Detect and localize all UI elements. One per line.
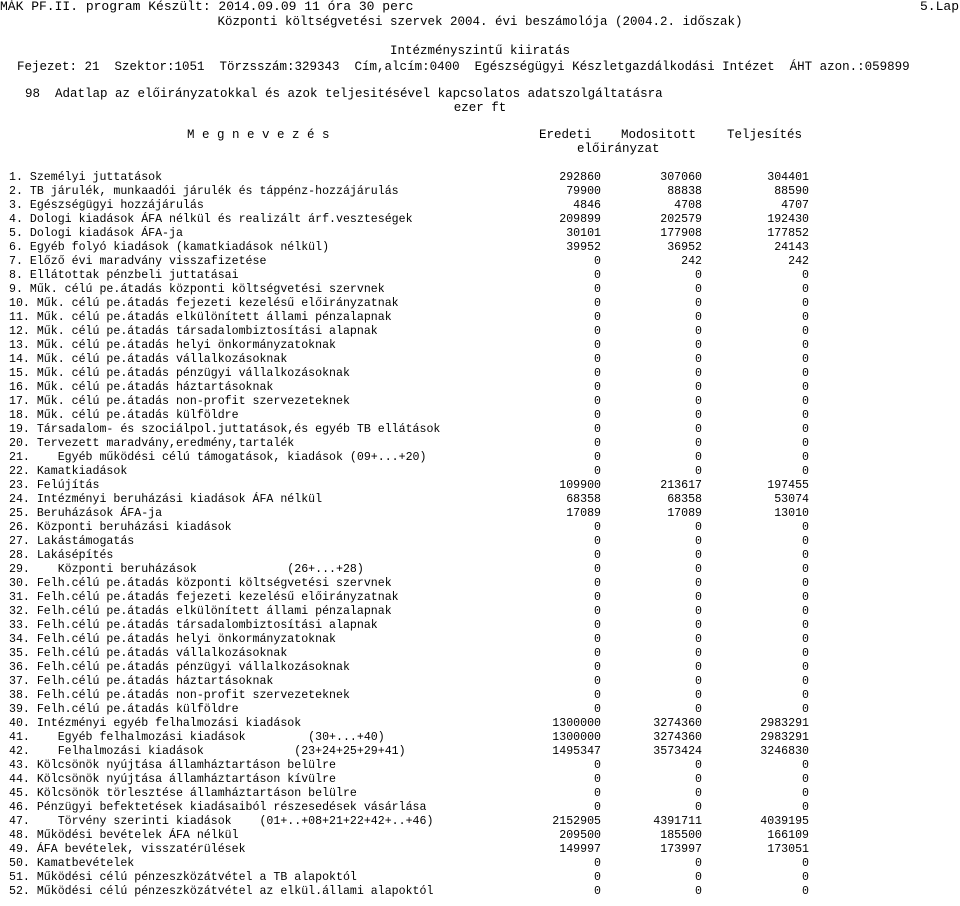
performance-value: 0 bbox=[802, 465, 809, 478]
modified-value: 0 bbox=[695, 689, 702, 702]
modified-value: 177908 bbox=[660, 227, 702, 240]
row-label: 28. Lakásépítés bbox=[9, 549, 114, 562]
original-value: 17089 bbox=[566, 507, 601, 520]
table-row bbox=[9, 479, 809, 493]
performance-value: 0 bbox=[802, 801, 809, 814]
table-row bbox=[9, 661, 809, 675]
row-label: 13. Műk. célú pe.átadás helyi önkormányzatoknak bbox=[9, 339, 336, 352]
original-value: 2152905 bbox=[552, 815, 601, 828]
performance-value: 2983291 bbox=[760, 717, 809, 730]
original-value: 1300000 bbox=[552, 731, 601, 744]
row-label: 30. Felh.célú pe.átadás központi költségvetési szervnek bbox=[9, 577, 392, 590]
modified-value: 0 bbox=[695, 661, 702, 674]
modified-value: 202579 bbox=[660, 213, 702, 226]
table-row bbox=[9, 269, 809, 283]
row-label: 35. Felh.célú pe.átadás vállalkozásoknak bbox=[9, 647, 288, 660]
original-value: 0 bbox=[594, 451, 601, 464]
modified-value: 242 bbox=[681, 255, 702, 268]
table-row bbox=[9, 647, 809, 661]
original-value: 0 bbox=[594, 535, 601, 548]
table-row bbox=[9, 535, 809, 549]
modified-value: 3573424 bbox=[653, 745, 702, 758]
row-label: 31. Felh.célú pe.átadás fejezeti kezelésű előirányzatnak bbox=[9, 591, 399, 604]
row-label: 43. Kölcsönök nyújtása államháztartáson belülre bbox=[9, 759, 336, 772]
row-label: 36. Felh.célú pe.átadás pénzügyi vállalkozásoknak bbox=[9, 661, 350, 674]
performance-value: 0 bbox=[802, 675, 809, 688]
original-value: 0 bbox=[594, 801, 601, 814]
column-header-performance: Teljesítés bbox=[727, 128, 803, 142]
table-row bbox=[9, 213, 809, 227]
row-label: 48. Működési bevételek ÁFA nélkül bbox=[9, 829, 239, 842]
row-label: 16. Műk. célú pe.átadás háztartásoknak bbox=[9, 381, 274, 394]
performance-value: 0 bbox=[802, 633, 809, 646]
performance-value: 0 bbox=[802, 339, 809, 352]
performance-value: 166109 bbox=[767, 829, 809, 842]
row-label: 46. Pénzügyi befektetések kiadásaiból részesedések vásárlása bbox=[9, 801, 427, 814]
modified-value: 0 bbox=[695, 605, 702, 618]
table-row bbox=[9, 843, 809, 857]
performance-value: 0 bbox=[802, 269, 809, 282]
original-value: 0 bbox=[594, 311, 601, 324]
table-row bbox=[9, 633, 809, 647]
modified-value: 0 bbox=[695, 437, 702, 450]
modified-value: 36952 bbox=[667, 241, 702, 254]
original-value: 0 bbox=[594, 367, 601, 380]
table-row bbox=[9, 591, 809, 605]
row-label: 23. Felújítás bbox=[9, 479, 100, 492]
row-label: 6. Egyéb folyó kiadások (kamatkiadások nélkül) bbox=[9, 241, 330, 254]
original-value: 0 bbox=[594, 773, 601, 786]
modified-value: 0 bbox=[695, 619, 702, 632]
table-row bbox=[9, 857, 809, 871]
modified-value: 3274360 bbox=[653, 717, 702, 730]
sheet-title: 98 Adatlap az előirányzatokkal és azok teljesitésével kapcsolatos adatszolgáltatásra bbox=[25, 87, 663, 101]
modified-value: 0 bbox=[695, 871, 702, 884]
performance-value: 0 bbox=[802, 283, 809, 296]
performance-value: 242 bbox=[788, 255, 809, 268]
modified-value: 88838 bbox=[667, 185, 702, 198]
performance-value: 13010 bbox=[774, 507, 809, 520]
modified-value: 17089 bbox=[667, 507, 702, 520]
performance-value: 4039195 bbox=[760, 815, 809, 828]
table-row bbox=[9, 381, 809, 395]
identifiers-line: Fejezet: 21 Szektor:1051 Törzsszám:329343 Cím,alcím:0400 Egészségügyi Készletgazdálkodási Intézet ÁHT azon.:059899 bbox=[17, 60, 910, 74]
original-value: 149997 bbox=[559, 843, 601, 856]
row-label: 11. Műk. célú pe.átadás elkülönített állami pénzalapnak bbox=[9, 311, 392, 324]
modified-value: 0 bbox=[695, 535, 702, 548]
row-label: 8. Ellátottak pénzbeli juttatásai bbox=[9, 269, 239, 282]
performance-value: 0 bbox=[802, 605, 809, 618]
performance-value: 197455 bbox=[767, 479, 809, 492]
performance-value: 177852 bbox=[767, 227, 809, 240]
performance-value: 0 bbox=[802, 577, 809, 590]
performance-value: 88590 bbox=[774, 185, 809, 198]
original-value: 0 bbox=[594, 871, 601, 884]
original-value: 0 bbox=[594, 885, 601, 898]
row-label: 39. Felh.célú pe.átadás külföldre bbox=[9, 703, 239, 716]
performance-value: 0 bbox=[802, 423, 809, 436]
row-label: 29. Központi beruházások (26+...+28) bbox=[9, 563, 364, 576]
original-value: 0 bbox=[594, 325, 601, 338]
original-value: 0 bbox=[594, 857, 601, 870]
row-label: 5. Dologi kiadások ÁFA-ja bbox=[9, 227, 183, 240]
table-row bbox=[9, 465, 809, 479]
table-row bbox=[9, 829, 809, 843]
performance-value: 304401 bbox=[767, 171, 809, 184]
original-value: 4846 bbox=[573, 199, 601, 212]
modified-value: 0 bbox=[695, 423, 702, 436]
table-row bbox=[9, 395, 809, 409]
original-value: 0 bbox=[594, 549, 601, 562]
modified-value: 0 bbox=[695, 325, 702, 338]
table-row bbox=[9, 717, 809, 731]
table-row bbox=[9, 507, 809, 521]
row-label: 52. Működési célú pénzeszközátvétel az elkül.állami alapoktól bbox=[9, 885, 434, 898]
original-value: 1300000 bbox=[552, 717, 601, 730]
row-label: 51. Működési célú pénzeszközátvétel a TB alapoktól bbox=[9, 871, 357, 884]
row-label: 9. Műk. célú pe.átadás központi költségvetési szervnek bbox=[9, 283, 385, 296]
original-value: 1495347 bbox=[552, 745, 601, 758]
performance-value: 53074 bbox=[774, 493, 809, 506]
row-label: 4. Dologi kiadások ÁFA nélkül és realizált árf.veszteségek bbox=[9, 213, 413, 226]
row-label: 25. Beruházások ÁFA-ja bbox=[9, 507, 163, 520]
original-value: 0 bbox=[594, 465, 601, 478]
modified-value: 0 bbox=[695, 269, 702, 282]
original-value: 0 bbox=[594, 577, 601, 590]
modified-value: 0 bbox=[695, 381, 702, 394]
performance-value: 0 bbox=[802, 409, 809, 422]
original-value: 0 bbox=[594, 661, 601, 674]
unit-label: ezer ft bbox=[453, 101, 507, 115]
modified-value: 0 bbox=[695, 549, 702, 562]
performance-value: 0 bbox=[802, 689, 809, 702]
table-row bbox=[9, 367, 809, 381]
original-value: 39952 bbox=[566, 241, 601, 254]
original-value: 0 bbox=[594, 619, 601, 632]
table-row bbox=[9, 815, 809, 829]
performance-value: 4707 bbox=[781, 199, 809, 212]
row-label: 41. Egyéb felhalmozási kiadások (30+...+40) bbox=[9, 731, 385, 744]
original-value: 0 bbox=[594, 423, 601, 436]
table-row bbox=[9, 423, 809, 437]
original-value: 30101 bbox=[566, 227, 601, 240]
table-row bbox=[9, 255, 809, 269]
modified-value: 0 bbox=[695, 451, 702, 464]
row-label: 38. Felh.célú pe.átadás non-profit szervezeteknek bbox=[9, 689, 350, 702]
table-row bbox=[9, 283, 809, 297]
modified-value: 0 bbox=[695, 591, 702, 604]
row-label: 32. Felh.célú pe.átadás elkülönített állami pénzalapnak bbox=[9, 605, 392, 618]
original-value: 292860 bbox=[559, 171, 601, 184]
row-label: 27. Lakástámogatás bbox=[9, 535, 135, 548]
row-label: 37. Felh.célú pe.átadás háztartásoknak bbox=[9, 675, 274, 688]
row-label: 3. Egészségügyi hozzájárulás bbox=[9, 199, 204, 212]
performance-value: 0 bbox=[802, 395, 809, 408]
table-row bbox=[9, 297, 809, 311]
row-label: 17. Műk. célú pe.átadás non-profit szervezeteknek bbox=[9, 395, 350, 408]
table-row bbox=[9, 521, 809, 535]
table-row bbox=[9, 451, 809, 465]
row-label: 21. Egyéb működési célú támogatások, kiadások (09+...+20) bbox=[9, 451, 427, 464]
row-label: 42. Felhalmozási kiadások (23+24+25+29+41) bbox=[9, 745, 406, 758]
table-row bbox=[9, 689, 809, 703]
row-label: 20. Tervezett maradvány,eredmény,tartalék bbox=[9, 437, 295, 450]
original-value: 209500 bbox=[559, 829, 601, 842]
modified-value: 307060 bbox=[660, 171, 702, 184]
original-value: 0 bbox=[594, 409, 601, 422]
row-label: 10. Műk. célú pe.átadás fejezeti kezelésű előirányzatnak bbox=[9, 297, 399, 310]
original-value: 0 bbox=[594, 297, 601, 310]
table-row bbox=[9, 493, 809, 507]
original-value: 0 bbox=[594, 787, 601, 800]
modified-value: 0 bbox=[695, 465, 702, 478]
modified-value: 0 bbox=[695, 409, 702, 422]
modified-value: 0 bbox=[695, 647, 702, 660]
original-value: 0 bbox=[594, 339, 601, 352]
original-value: 0 bbox=[594, 353, 601, 366]
modified-value: 0 bbox=[695, 395, 702, 408]
modified-value: 0 bbox=[695, 367, 702, 380]
row-label: 33. Felh.célú pe.átadás társadalombiztosítási alapnak bbox=[9, 619, 378, 632]
original-value: 109900 bbox=[559, 479, 601, 492]
row-label: 12. Műk. célú pe.átadás társadalombiztosítási alapnak bbox=[9, 325, 378, 338]
row-label: 22. Kamatkiadások bbox=[9, 465, 128, 478]
performance-value: 0 bbox=[802, 661, 809, 674]
modified-value: 0 bbox=[695, 773, 702, 786]
modified-value: 0 bbox=[695, 857, 702, 870]
performance-value: 0 bbox=[802, 311, 809, 324]
performance-value: 0 bbox=[802, 297, 809, 310]
performance-value: 3246830 bbox=[760, 745, 809, 758]
table-row bbox=[9, 871, 809, 885]
table-row bbox=[9, 311, 809, 325]
table-row bbox=[9, 171, 809, 185]
table-row bbox=[9, 199, 809, 213]
modified-value: 173997 bbox=[660, 843, 702, 856]
table-row bbox=[9, 745, 809, 759]
row-label: 1. Személyi juttatások bbox=[9, 171, 163, 184]
modified-value: 185500 bbox=[660, 829, 702, 842]
original-value: 0 bbox=[594, 703, 601, 716]
original-value: 0 bbox=[594, 689, 601, 702]
row-label: 44. Kölcsönök nyújtása államháztartáson kívülre bbox=[9, 773, 336, 786]
original-value: 0 bbox=[594, 563, 601, 576]
row-label: 34. Felh.célú pe.átadás helyi önkormányzatoknak bbox=[9, 633, 336, 646]
table-row bbox=[9, 759, 809, 773]
row-label: 18. Műk. célú pe.átadás külföldre bbox=[9, 409, 239, 422]
modified-value: 213617 bbox=[660, 479, 702, 492]
column-subheader: előirányzat bbox=[577, 142, 660, 156]
page-number: 5.Lap bbox=[919, 0, 959, 14]
modified-value: 0 bbox=[695, 759, 702, 772]
row-label: 26. Központi beruházási kiadások bbox=[9, 521, 232, 534]
original-value: 68358 bbox=[566, 493, 601, 506]
modified-value: 4391711 bbox=[653, 815, 702, 828]
performance-value: 0 bbox=[802, 885, 809, 898]
modified-value: 0 bbox=[695, 885, 702, 898]
table-row bbox=[9, 703, 809, 717]
performance-value: 0 bbox=[802, 353, 809, 366]
modified-value: 0 bbox=[695, 311, 702, 324]
table-row bbox=[9, 773, 809, 787]
row-label: 45. Kölcsönök törlesztése államháztartáson belülre bbox=[9, 787, 357, 800]
table-row bbox=[9, 241, 809, 255]
table-row bbox=[9, 801, 809, 815]
table-row bbox=[9, 409, 809, 423]
performance-value: 192430 bbox=[767, 213, 809, 226]
column-header-modified: Modositott bbox=[621, 128, 697, 142]
table-row bbox=[9, 885, 809, 899]
table-row bbox=[9, 325, 809, 339]
original-value: 0 bbox=[594, 521, 601, 534]
performance-value: 0 bbox=[802, 591, 809, 604]
modified-value: 0 bbox=[695, 283, 702, 296]
row-label: 14. Műk. célú pe.átadás vállalkozásoknak bbox=[9, 353, 288, 366]
table-row bbox=[9, 787, 809, 801]
row-label: 19. Társadalom- és szociálpol.juttatások,és egyéb TB ellátások bbox=[9, 423, 441, 436]
original-value: 0 bbox=[594, 759, 601, 772]
table-row bbox=[9, 619, 809, 633]
original-value: 0 bbox=[594, 647, 601, 660]
modified-value: 0 bbox=[695, 787, 702, 800]
performance-value: 0 bbox=[802, 367, 809, 380]
row-label: 24. Intézményi beruházási kiadások ÁFA nélkül bbox=[9, 493, 323, 506]
column-header-name: M e g n e v e z é s bbox=[187, 128, 330, 142]
performance-value: 0 bbox=[802, 451, 809, 464]
row-label: 7. Előző évi maradvány visszafizetése bbox=[9, 255, 267, 268]
performance-value: 24143 bbox=[774, 241, 809, 254]
original-value: 0 bbox=[594, 633, 601, 646]
original-value: 0 bbox=[594, 591, 601, 604]
performance-value: 0 bbox=[802, 619, 809, 632]
table-row bbox=[9, 605, 809, 619]
performance-value: 0 bbox=[802, 563, 809, 576]
modified-value: 0 bbox=[695, 577, 702, 590]
report-meta: MÁK PF.II. program Készült: 2014.09.09 11 óra 30 perc bbox=[0, 0, 414, 14]
performance-value: 0 bbox=[802, 787, 809, 800]
performance-value: 0 bbox=[802, 703, 809, 716]
modified-value: 0 bbox=[695, 703, 702, 716]
original-value: 0 bbox=[594, 395, 601, 408]
modified-value: 68358 bbox=[667, 493, 702, 506]
performance-value: 0 bbox=[802, 437, 809, 450]
table-row bbox=[9, 577, 809, 591]
performance-value: 0 bbox=[802, 535, 809, 548]
performance-value: 0 bbox=[802, 325, 809, 338]
performance-value: 0 bbox=[802, 521, 809, 534]
row-label: 47. Törvény szerinti kiadások (01+..+08+21+22+42+..+46) bbox=[9, 815, 434, 828]
table-row bbox=[9, 563, 809, 577]
performance-value: 173051 bbox=[767, 843, 809, 856]
modified-value: 0 bbox=[695, 801, 702, 814]
performance-value: 0 bbox=[802, 871, 809, 884]
table-row bbox=[9, 353, 809, 367]
column-header-original: Eredeti bbox=[539, 128, 592, 142]
original-value: 0 bbox=[594, 605, 601, 618]
original-value: 0 bbox=[594, 283, 601, 296]
performance-value: 0 bbox=[802, 647, 809, 660]
row-label: 40. Intézményi egyéb felhalmozási kiadások bbox=[9, 717, 302, 730]
original-value: 0 bbox=[594, 675, 601, 688]
table-row bbox=[9, 227, 809, 241]
performance-value: 2983291 bbox=[760, 731, 809, 744]
modified-value: 0 bbox=[695, 521, 702, 534]
table-row bbox=[9, 185, 809, 199]
table-row bbox=[9, 675, 809, 689]
modified-value: 0 bbox=[695, 297, 702, 310]
original-value: 0 bbox=[594, 269, 601, 282]
original-value: 0 bbox=[594, 437, 601, 450]
original-value: 0 bbox=[594, 381, 601, 394]
performance-value: 0 bbox=[802, 759, 809, 772]
original-value: 209899 bbox=[559, 213, 601, 226]
performance-value: 0 bbox=[802, 549, 809, 562]
modified-value: 0 bbox=[695, 353, 702, 366]
report-subtitle: Központi költségvetési szervek 2004. évi beszámolója (2004.2. időszak) bbox=[217, 15, 743, 29]
row-label: 2. TB járulék, munkaadói járulék és táppénz-hozzájárulás bbox=[9, 185, 399, 198]
table-row bbox=[9, 437, 809, 451]
modified-value: 0 bbox=[695, 633, 702, 646]
performance-value: 0 bbox=[802, 381, 809, 394]
print-title: Intézményszintű kiiratás bbox=[389, 44, 571, 58]
modified-value: 0 bbox=[695, 563, 702, 576]
original-value: 0 bbox=[594, 255, 601, 268]
modified-value: 3274360 bbox=[653, 731, 702, 744]
performance-value: 0 bbox=[802, 857, 809, 870]
modified-value: 4708 bbox=[674, 199, 702, 212]
modified-value: 0 bbox=[695, 675, 702, 688]
table-row bbox=[9, 731, 809, 745]
table-row bbox=[9, 549, 809, 563]
table-row bbox=[9, 339, 809, 353]
row-label: 50. Kamatbevételek bbox=[9, 857, 135, 870]
row-label: 49. ÁFA bevételek, visszatérülések bbox=[9, 843, 246, 856]
original-value: 79900 bbox=[566, 185, 601, 198]
row-label: 15. Műk. célú pe.átadás pénzügyi vállalkozásoknak bbox=[9, 367, 350, 380]
modified-value: 0 bbox=[695, 339, 702, 352]
performance-value: 0 bbox=[802, 773, 809, 786]
